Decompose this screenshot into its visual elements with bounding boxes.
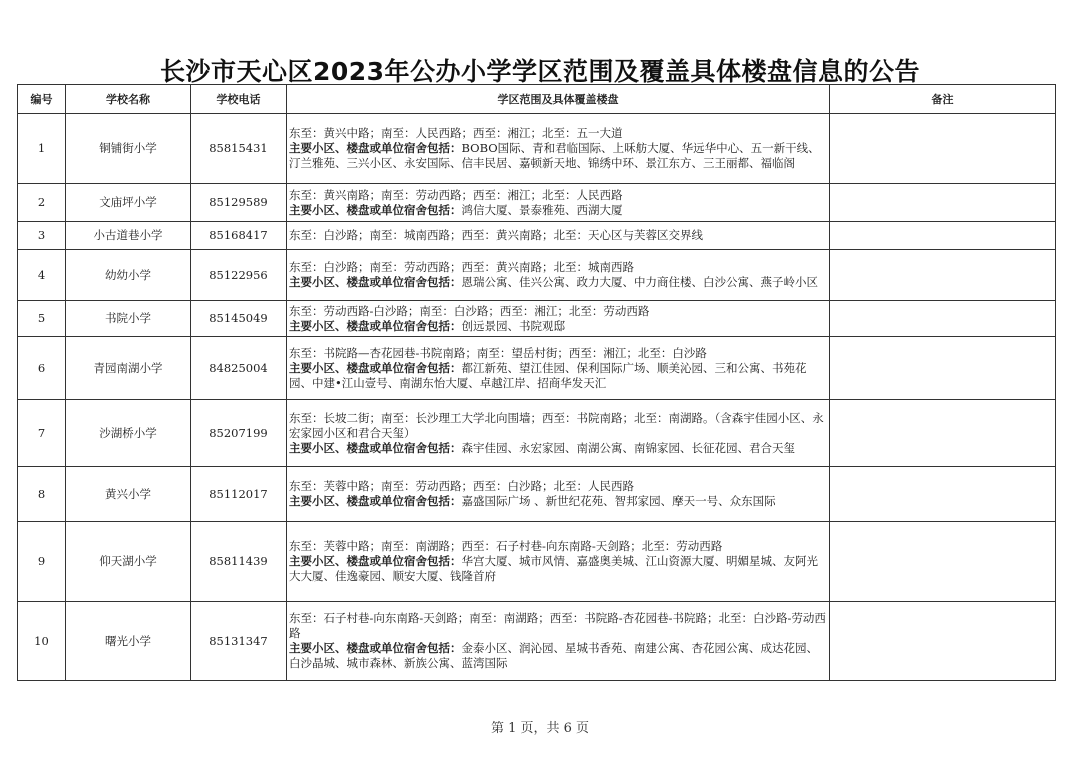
coverage-cell <box>287 250 830 301</box>
coverage-cell <box>287 222 830 250</box>
remark-cell <box>830 467 1056 522</box>
row-num: 7 <box>18 400 66 467</box>
estates-text: 森宇佳园、永宏家园、南湖公寓、南锦家园、长征花园、君合天玺 <box>461 440 795 455</box>
school-name: 文庙坪小学 <box>66 184 191 222</box>
boundary-text: 东至：石子村巷-向东南路-天剑路；南至：南湖路；西至：书院路-杏花园巷-书院路；北至：白沙路-劳动西路 <box>289 611 826 640</box>
school-name: 书院小学 <box>66 301 191 337</box>
boundary-text: 东至：劳动西路-白沙路；南至：白沙路；西至：湘江；北至：劳动西路 <box>289 303 650 318</box>
school-name: 小古道巷小学 <box>66 222 191 250</box>
school-name: 仰天湖小学 <box>66 522 191 602</box>
school-name: 沙湖桥小学 <box>66 400 191 467</box>
estates-label: 主要小区、楼盘或单位宿舍包括： <box>289 318 462 333</box>
table-header-row <box>18 85 1056 114</box>
estates-text: 创远景园、书院观邸 <box>461 318 565 333</box>
header-num: 编号 <box>18 85 66 114</box>
remark-cell <box>830 114 1056 184</box>
remark-cell <box>830 184 1056 222</box>
boundary-text: 东至：书院路—杏花园巷-书院南路；南至：望岳村街；西至：湘江；北至：白沙路 <box>289 345 707 360</box>
coverage-cell <box>287 337 830 400</box>
boundary-text: 东至：黄兴南路；南至：劳动西路；西至：湘江；北至：人民西路 <box>289 187 623 202</box>
estates-label: 主要小区、楼盘或单位宿舍包括： <box>289 275 462 289</box>
row-num: 1 <box>18 114 66 184</box>
school-phone: 85145049 <box>191 301 287 337</box>
header-coverage: 学区范围及具体覆盖楼盘 <box>287 85 830 114</box>
table-row <box>18 467 1056 522</box>
boundary-text: 东至：芙蓉中路；南至：南湖路；西至：石子村巷-向东南路-天剑路；北至：劳动西路 <box>289 539 723 553</box>
remark-cell <box>830 222 1056 250</box>
boundary-text: 东至：芙蓉中路；南至：劳动西路；西至：白沙路；北至：人民西路 <box>289 479 634 493</box>
school-phone: 85129589 <box>191 184 287 222</box>
row-num: 5 <box>18 301 66 337</box>
school-name: 曙光小学 <box>66 602 191 681</box>
table-row <box>18 400 1056 467</box>
school-phone: 84825004 <box>191 337 287 400</box>
estates-text: 金泰小区、润沁园、星城书香苑、南建公寓、杏花园公寓、成达花园、白沙晶城、城市森林、新族公寓、蓝湾国际 <box>289 641 818 670</box>
estates-text: BOBO国际、青和君临国际、上咊舫大厦、华远华中心、五一新干线、汀兰雅苑、三兴小区、永安国际、信丰民居、嘉顿新天地、锦绣中环、景江东方、三王丽都、福临阁 <box>289 141 820 170</box>
estates-label: 主要小区、楼盘或单位宿舍包括： <box>289 141 462 155</box>
estates-text: 都江新苑、望江佳园、保利国际广场、顺美沁园、三和公寓、书苑花园、中建•江山壹号、南湖东怡大厦、卓越江岸、招商华发天汇 <box>289 360 807 390</box>
table-row <box>18 337 1056 400</box>
school-phone: 85207199 <box>191 400 287 467</box>
coverage-cell <box>287 400 830 467</box>
school-phone: 85815431 <box>191 114 287 184</box>
table-body <box>18 114 1056 681</box>
school-phone: 85168417 <box>191 222 287 250</box>
remark-cell <box>830 337 1056 400</box>
estates-label: 主要小区、楼盘或单位宿舍包括： <box>289 494 462 508</box>
header-school: 学校名称 <box>66 85 191 114</box>
row-num: 8 <box>18 467 66 522</box>
estates-text: 嘉盛国际广场 、新世纪花苑、智邦家园、摩天一号、众东国际 <box>461 494 776 508</box>
header-remark: 备注 <box>830 85 1056 114</box>
table-row <box>18 602 1056 681</box>
table-row <box>18 301 1056 337</box>
coverage-cell <box>287 301 830 337</box>
table-row <box>18 114 1056 184</box>
estates-label: 主要小区、楼盘或单位宿舍包括： <box>289 440 462 455</box>
row-num: 2 <box>18 184 66 222</box>
row-num: 4 <box>18 250 66 301</box>
row-num: 6 <box>18 337 66 400</box>
boundary-text: 东至：长坡二街；南至：长沙理工大学北向围墙；西至：书院南路；北至：南湖路。（含森宇佳园小区、永宏家园小区和君合天玺） <box>289 410 824 440</box>
estates-label: 主要小区、楼盘或单位宿舍包括： <box>289 360 462 375</box>
row-num: 10 <box>18 602 66 681</box>
estates-text: 恩瑞公寓、佳兴公寓、政力大厦、中力商住楼、白沙公寓、燕子岭小区 <box>461 275 818 289</box>
boundary-text: 东至：黄兴中路；南至：人民西路；西至：湘江；北至：五一大道 <box>289 126 623 140</box>
row-num: 3 <box>18 222 66 250</box>
table-row <box>18 184 1056 222</box>
school-name: 黄兴小学 <box>66 467 191 522</box>
school-name: 幼幼小学 <box>66 250 191 301</box>
table-row <box>18 250 1056 301</box>
remark-cell <box>830 400 1056 467</box>
school-name: 青园南湖小学 <box>66 337 191 400</box>
boundary-text: 东至：白沙路；南至：城南西路；西至：黄兴南路；北至：天心区与芙蓉区交界线 <box>289 228 703 242</box>
remark-cell <box>830 602 1056 681</box>
school-phone: 85131347 <box>191 602 287 681</box>
table-row <box>18 222 1056 250</box>
estates-text: 鸿信大厦、景泰雅苑、西湖大厦 <box>461 202 623 217</box>
school-phone: 85122956 <box>191 250 287 301</box>
coverage-cell <box>287 602 830 681</box>
page-footer: 第 1 页，共 6 页 <box>490 721 590 736</box>
school-district-table <box>17 84 1056 681</box>
boundary-text: 东至：白沙路；南至：劳动西路；西至：黄兴南路；北至：城南西路 <box>289 260 634 274</box>
school-phone: 85112017 <box>191 467 287 522</box>
remark-cell <box>830 301 1056 337</box>
table-row <box>18 522 1056 602</box>
page-title: 长沙市天心区2023年公办小学学区范围及覆盖具体楼盘信息的公告 <box>159 57 921 86</box>
estates-label: 主要小区、楼盘或单位宿舍包括： <box>289 554 462 568</box>
estates-label: 主要小区、楼盘或单位宿舍包括： <box>289 202 462 217</box>
school-phone: 85811439 <box>191 522 287 602</box>
remark-cell <box>830 522 1056 602</box>
coverage-cell <box>287 522 830 602</box>
remark-cell <box>830 250 1056 301</box>
coverage-cell <box>287 467 830 522</box>
row-num: 9 <box>18 522 66 602</box>
header-phone: 学校电话 <box>191 85 287 114</box>
coverage-cell <box>287 184 830 222</box>
school-name: 铜铺街小学 <box>66 114 191 184</box>
estates-label: 主要小区、楼盘或单位宿舍包括： <box>289 641 462 655</box>
estates-text: 华宫大厦、城市风情、嘉盛奥美城、江山资源大厦、明媚星城、友阿光大大厦、佳逸豪园、顺安大厦、钱隆首府 <box>289 554 818 583</box>
coverage-cell <box>287 114 830 184</box>
